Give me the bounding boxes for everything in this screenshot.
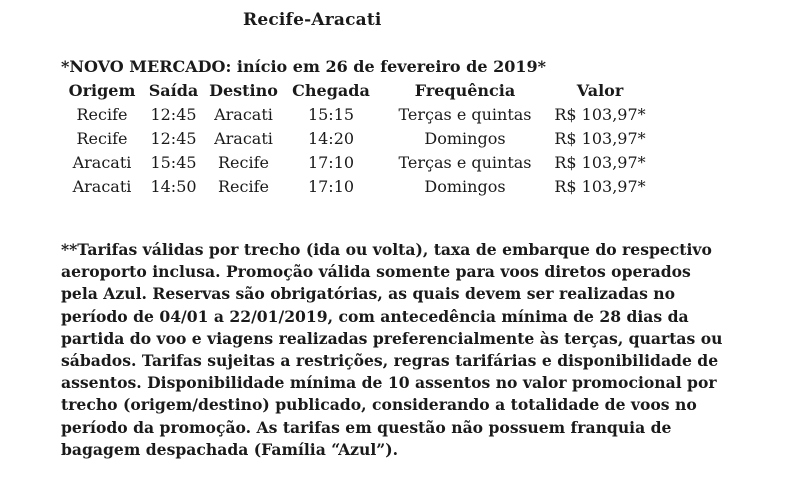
- cell-valor: R$ 103,97*: [554, 104, 646, 124]
- cell-valor: R$ 103,97*: [554, 128, 646, 148]
- cell-saida: 14:50: [150, 176, 197, 196]
- table-row: [61, 102, 649, 126]
- cell-destino: Recife: [218, 176, 269, 196]
- table-row: [61, 174, 649, 198]
- terms-paragraph: [61, 239, 781, 461]
- cell-origem: Recife: [76, 104, 128, 124]
- cell-chegada: 14:20: [307, 128, 355, 148]
- header-frequencia: Frequência: [414, 80, 516, 100]
- cell-chegada: 15:15: [307, 104, 355, 124]
- terms-line: **Tarifas válidas por trecho (ida ou volta), taxa de embarque do respectivo: [61, 240, 712, 259]
- table-header-row: [61, 78, 649, 102]
- cell-frequencia: Domingos: [424, 176, 506, 196]
- header-valor: Valor: [576, 80, 624, 100]
- cell-saida: 12:45: [150, 128, 197, 148]
- terms-line: pela Azul. Reservas são obrigatórias, as quais devem ser realizadas no: [61, 284, 676, 304]
- terms-line: aeroporto inclusa. Promoção válida somente para voos diretos operados: [61, 262, 691, 282]
- cell-destino: Recife: [218, 152, 269, 172]
- cell-origem: Aracati: [72, 176, 132, 196]
- header-origem: Origem: [68, 80, 136, 100]
- cell-destino: Aracati: [214, 128, 273, 148]
- terms-line: bagagem despachada (Família “Azul”).: [61, 439, 399, 459]
- cell-chegada: 17:10: [307, 152, 355, 172]
- cell-frequencia: Domingos: [424, 128, 506, 148]
- header-saida: Saída: [148, 80, 199, 100]
- cell-destino: Aracati: [214, 104, 273, 124]
- cell-frequencia: Terças e quintas: [398, 104, 532, 124]
- cell-saida: 12:45: [150, 104, 197, 124]
- terms-line: assentos. Disponibilidade mínima de 10 assentos no valor promocional por: [61, 373, 717, 393]
- cell-chegada: 17:10: [307, 176, 355, 196]
- route-title: Recife-Aracati: [243, 10, 382, 30]
- cell-saida: 15:45: [150, 152, 197, 172]
- table-row: [61, 126, 649, 150]
- terms-line: trecho (origem/destino) publicado, considerando a totalidade de voos no: [61, 395, 697, 415]
- table-row: [61, 150, 649, 174]
- terms-line: sábados. Tarifas sujeitas a restrições, regras tarifárias e disponibilidade de: [61, 351, 719, 371]
- terms-line: partida do voo e viagens realizadas preferencialmente às terças, quartas ou: [61, 328, 723, 348]
- header-chegada: Chegada: [292, 80, 370, 100]
- cell-origem: Aracati: [72, 152, 132, 172]
- header-destino: Destino: [209, 80, 278, 100]
- terms-line: período da promoção. As tarifas em questão não possuem franquia de: [61, 417, 672, 437]
- cell-frequencia: Terças e quintas: [398, 152, 532, 172]
- flights-table: [61, 78, 649, 198]
- terms-line: período de 04/01 a 22/01/2019, com antecedência mínima de 28 dias da: [61, 306, 689, 326]
- market-note: *NOVO MERCADO: início em 26 de fevereiro de 2019*: [61, 57, 546, 76]
- cell-origem: Recife: [76, 128, 128, 148]
- cell-valor: R$ 103,97*: [554, 152, 646, 172]
- cell-valor: R$ 103,97*: [554, 176, 646, 196]
